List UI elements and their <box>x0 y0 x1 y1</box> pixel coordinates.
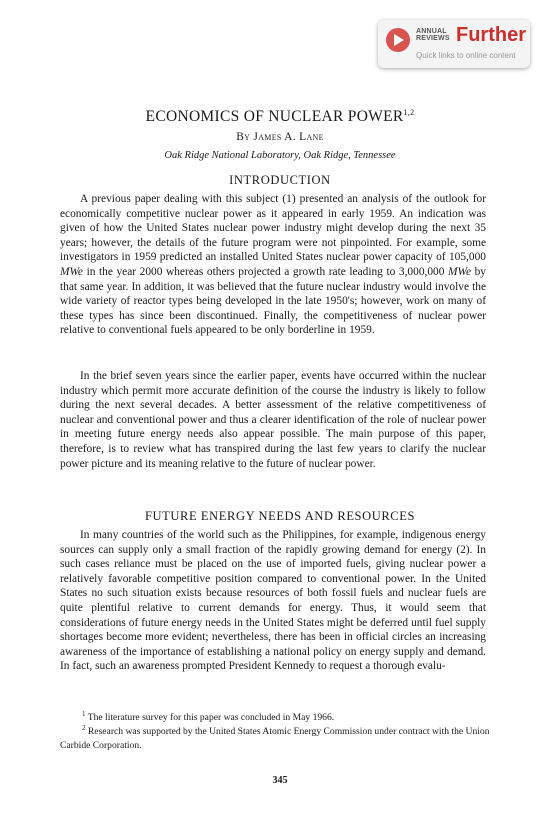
page-number: 345 <box>272 775 288 786</box>
author-affiliation: Oak Ridge National Laboratory, Oak Ridge, Tennessee <box>164 150 396 161</box>
footnote-2: $^2$ Research was supported by the United States Atomic Energy Commission under contract with the Union Carbide Corporation. <box>60 724 490 751</box>
article-title: ECONOMICS OF NUCLEAR POWER$^{1,2}$ <box>145 108 415 125</box>
intro-paragraph-2: In the brief seven years since the earlier paper, events have occurred within the nuclear industry which permit more accurate definition of the course the industry is likely to follow during the next several decades. A better assessment of the relative competitiveness of nuclear and conventional power and thus a clearer identification of the role of nuclear power in meeting future energy needs also appear possible. The main purpose of this paper, therefore, is to review what has transpired during the last few years to clarify the nuclear power picture and its meaning relative to the future of nuclear power. <box>60 370 486 470</box>
further-sublabel: Quick links to online content <box>416 51 516 60</box>
footnote-1: $^1$ The literature survey for this paper was concluded in May 1966. <box>82 710 335 724</box>
future-energy-paragraph-1: In many countries of the world such as the Philippines, for example, indigenous energy sources can supply only a small fraction of the rapidly growing demand for energy (2). In such cases reliance must be placed on the use of imported fuels, giving nuclear power a relatively favorable competitive position compared to conventional power. In the United States no such situation exists because resources of both fossil fuels and nuclear fuels are quite plentiful relative to current demands for energy. Thus, it would seem that considerations of future energy needs in the United States might be deferred until fuel supply shortages become more evident; nevertheless, there has been in official circles an increasing awareness of the importance of establishing a national policy on energy supply and demand. In fact, such an awareness prompted President Kennedy to request a thorough evalu- <box>60 529 486 673</box>
further-label: Further <box>456 24 526 46</box>
further-links-badge[interactable] <box>378 20 530 68</box>
intro-paragraph-1: A previous paper dealing with this subject (1) presented an analysis of the outlook for economically competitive nuclear power as it appeared in early 1959. An indication was given of how the United States nuclear power industry might develop during the next 35 years; however, the details of the future program were not pinpointed. For example, some investigators in 1959 predicted an installed United States nuclear power capacity of 105,000 MWe in the year 2000 whereas others projected a growth rate leading to 3,000,000 MWe by that same year. In addition, it was believed that the future nuclear industry would involve the wide variety of reactor types being developed in the late 1950's; however, work on many of these types has since been discontinued. Finally, the competitiveness of nuclear power relative to conventional fuels appeared to be only borderline in 1959. <box>60 193 486 337</box>
annual-reviews-logo-icon <box>386 28 410 52</box>
author-byline: By James A. Lane <box>236 131 324 143</box>
title-footnote-refs[interactable]: 1,2 <box>403 108 415 117</box>
section-heading-introduction: INTRODUCTION <box>229 173 331 187</box>
annual-reviews-brand: ANNUAL REVIEWS <box>416 28 450 42</box>
section-heading-future-energy: FUTURE ENERGY NEEDS AND RESOURCES <box>144 509 416 523</box>
